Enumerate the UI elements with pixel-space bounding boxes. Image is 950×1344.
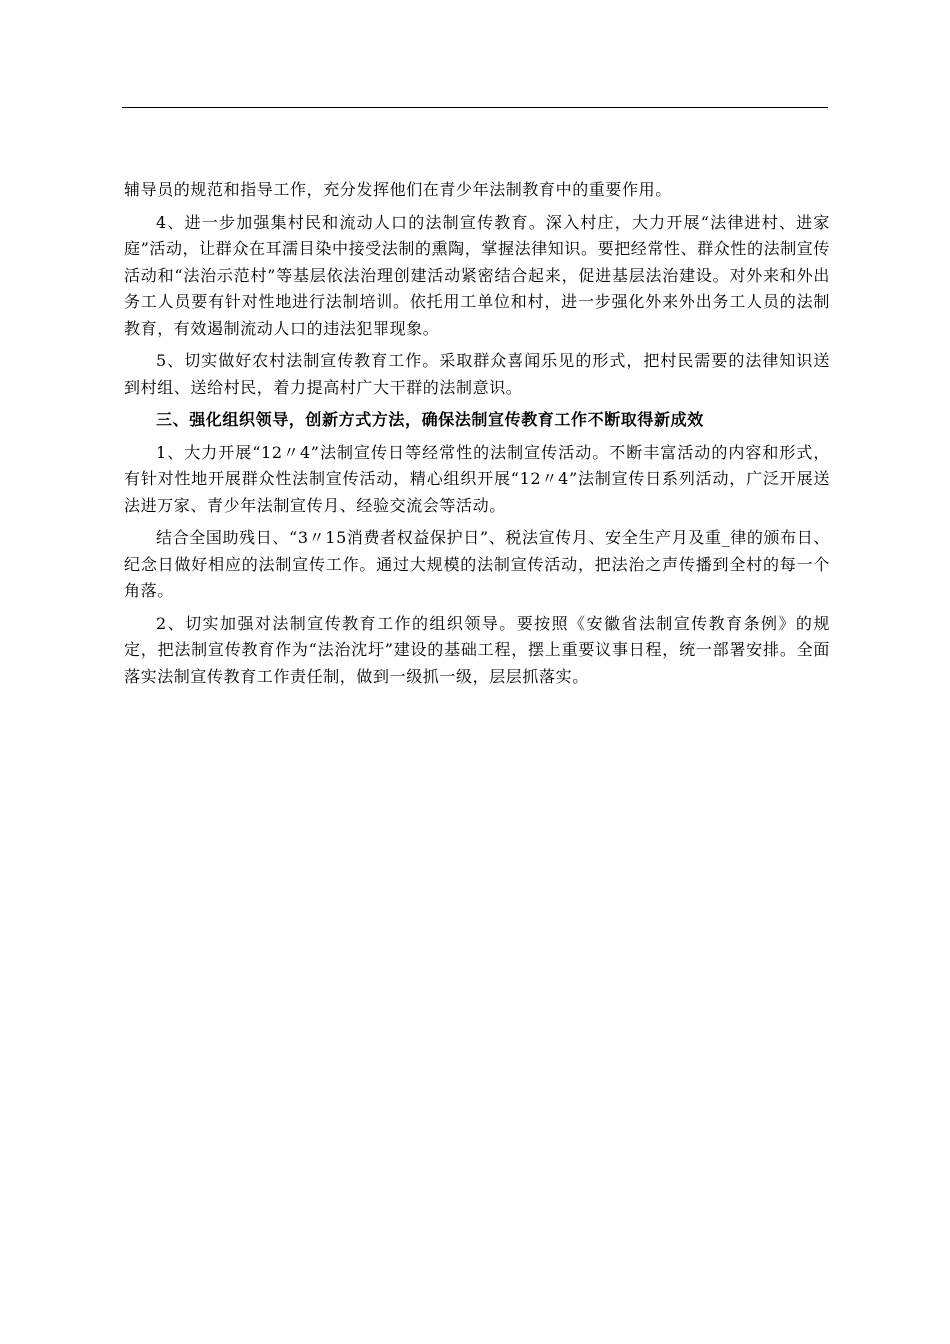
paragraph-item-4: 4、进一步加强集村民和流动人口的法制宣传教育。深入村庄，大力开展“法律进村、进家庭”活动，让群众在耳濡目染中接受法制的熏陶，掌握法律知识。要把经常性、群众性的法制宣传活动和“法治示范村”等基层依法治理创建活动紧密结合起来，促进基层法治建设。对外来和外出务工人员要有针对性地进行法制培训。依托用工单位和村，进一步强化外来外出务工人员的法制教育，有效遏制流动人口的违法犯罪现象。 bbox=[124, 212, 830, 338]
paragraph-item-1-continued: 结合全国助残日、“3〃15消费者权益保护日”、税法宣传月、安全生产月及重_律的颁布日、纪念日做好相应的法制宣传工作。通过大规模的法制宣传活动，把法治之声传播到全村的每一个角落。 bbox=[124, 528, 830, 600]
paragraph-item-5: 5、切实做好农村法制宣传教育工作。采取群众喜闻乐见的形式，把村民需要的法律知识送到村组、送给村民，着力提高村广大干群的法制意识。 bbox=[124, 351, 830, 397]
header-rule bbox=[122, 107, 828, 108]
paragraph-continuation: 辅导员的规范和指导工作，充分发挥他们在青少年法制教育中的重要作用。 bbox=[124, 180, 672, 199]
document-body bbox=[124, 177, 830, 696]
paragraph-item-1: 1、大力开展“12〃4”法制宣传日等经常性的法制宣传活动。不断丰富活动的内容和形式，有针对性地开展群众性法制宣传活动，精心组织开展“12〃4”法制宣传日系列活动，广泛开展送法进万家、青少年法制宣传月、经验交流会等活动。 bbox=[124, 442, 830, 515]
section-heading: 三、强化组织领导，创新方式方法，确保法制宣传教育工作不断取得新成效 bbox=[156, 410, 704, 429]
paragraph-item-2: 2、切实加强对法制宣传教育工作的组织领导。要按照《安徽省法制宣传教育条例》的规定，把法制宣传教育作为“法治沈圩”建设的基础工程，摆上重要议事日程，统一部署安排。全面落实法制宣传教育工作责任制，做到一级抓一级，层层抓落实。 bbox=[124, 613, 830, 686]
